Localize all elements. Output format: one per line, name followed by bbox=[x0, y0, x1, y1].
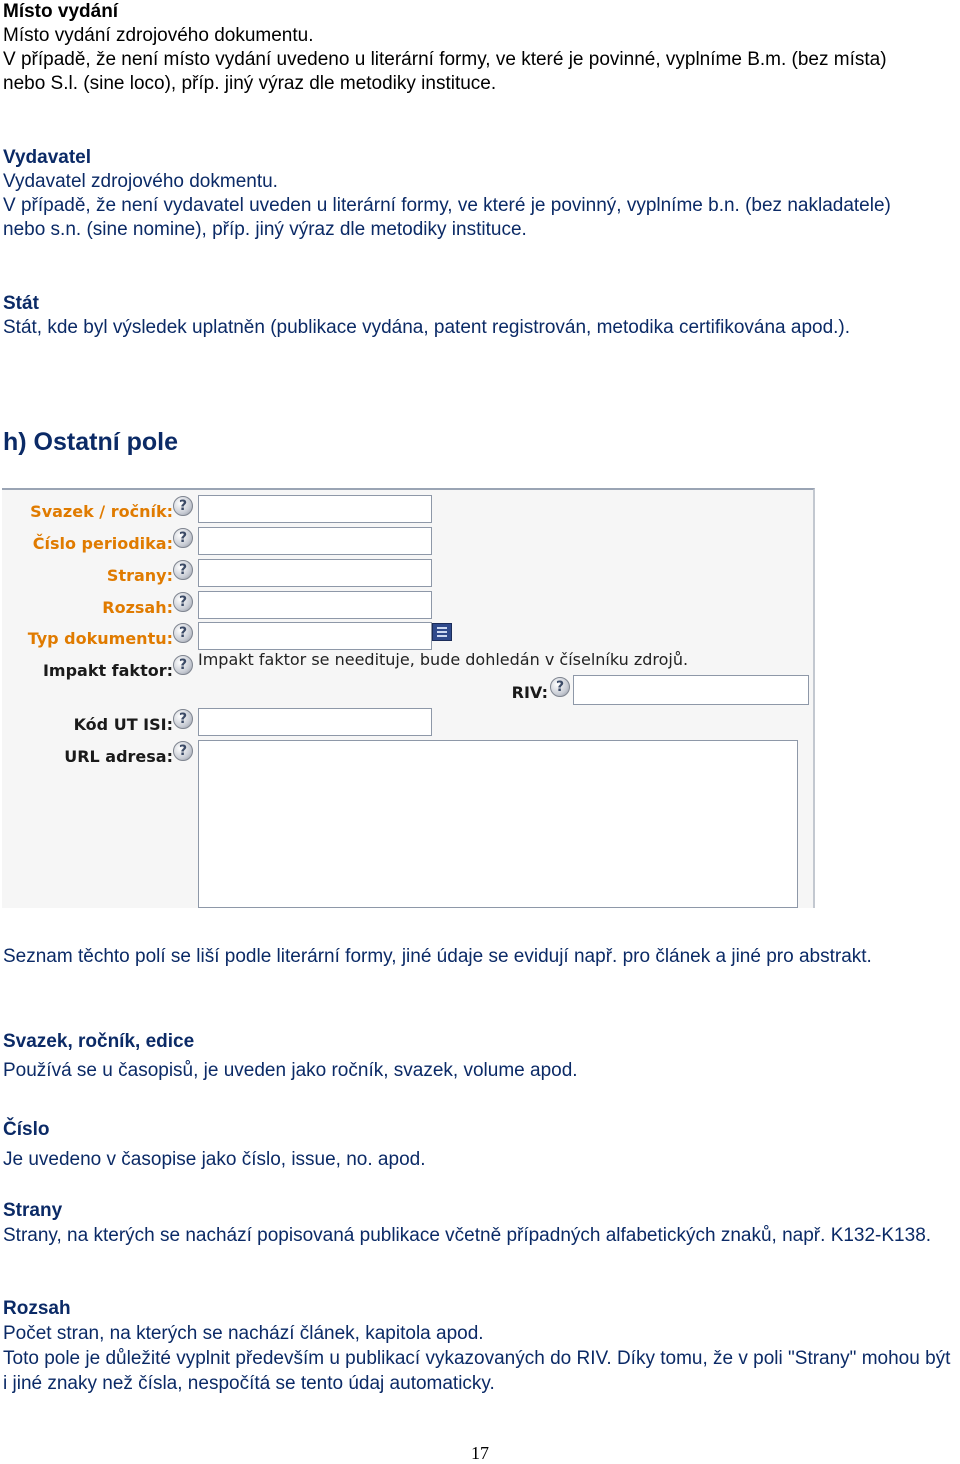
strany-input[interactable] bbox=[198, 559, 432, 587]
label-typ: Typ dokumentu: bbox=[27, 629, 173, 648]
help-icon[interactable]: ? bbox=[173, 741, 193, 761]
section-title: Rozsah bbox=[3, 1298, 71, 1319]
section-stat bbox=[3, 292, 956, 340]
paragraph: Stát, kde byl výsledek uplatněn (publikace vydána, patent registrován, metodika certifikována apod.). bbox=[3, 317, 851, 338]
riv-input[interactable] bbox=[573, 675, 809, 705]
label-rozsah: Rozsah: bbox=[102, 598, 173, 617]
typ-dokumentu-input[interactable] bbox=[198, 622, 432, 650]
paragraph: Počet stran, na kterých se nachází článek, kapitola apod. bbox=[3, 1323, 484, 1344]
help-icon[interactable]: ? bbox=[173, 496, 193, 516]
kod-ut-isi-input[interactable] bbox=[198, 708, 432, 736]
section-title: Vydavatel bbox=[3, 147, 92, 168]
help-icon[interactable]: ? bbox=[173, 655, 193, 675]
paragraph: Vydavatel zdrojového dokmentu. bbox=[3, 171, 278, 192]
paragraph: nebo S.l. (sine loco), příp. jiný výraz dle metodiky instituce. bbox=[3, 73, 497, 94]
paragraph: nebo s.n. (sine nomine), příp. jiný výraz dle metodiky instituce. bbox=[3, 219, 527, 240]
paragraph-seznam bbox=[3, 942, 956, 971]
section-title: Svazek, ročník, edice bbox=[3, 1031, 195, 1052]
section-misto-vydani bbox=[3, 0, 956, 96]
paragraph: Je uvedeno v časopise jako číslo, issue, no. apod. bbox=[3, 1149, 426, 1170]
label-url: URL adresa: bbox=[64, 747, 173, 766]
paragraph: Místo vydání zdrojového dokumentu. bbox=[3, 25, 314, 46]
svazek-input[interactable] bbox=[198, 495, 432, 523]
help-icon[interactable]: ? bbox=[173, 623, 193, 643]
cislo-input[interactable] bbox=[198, 527, 432, 555]
paragraph: Seznam těchto polí se liší podle literární formy, jiné údaje se evidují např. pro článek a jiné pro abstrakt. bbox=[3, 946, 872, 967]
help-icon[interactable]: ? bbox=[173, 709, 193, 729]
paragraph: Používá se u časopisů, je uveden jako ročník, svazek, volume apod. bbox=[3, 1060, 578, 1081]
section-rozsah bbox=[3, 1296, 956, 1396]
page-number: 17 bbox=[471, 1443, 489, 1463]
label-impakt: Impakt faktor: bbox=[42, 661, 173, 680]
section-title: Strany bbox=[3, 1200, 63, 1221]
rozsah-input[interactable] bbox=[198, 591, 432, 619]
label-kod-ut-isi: Kód UT ISI: bbox=[73, 715, 173, 734]
paragraph: Strany, na kterých se nachází popisovaná publikace včetně případných alfabetických znaků, např. K132-K138. bbox=[3, 1225, 932, 1246]
impakt-note: Impakt faktor se needituje, bude dohledán v číselníku zdrojů. bbox=[198, 650, 689, 669]
paragraph: V případě, že není místo vydání uvedeno u literární formy, ve které je povinné, vyplníme B.m. (bez místa) bbox=[3, 49, 887, 70]
label-cislo: Číslo periodika: bbox=[32, 534, 173, 553]
label-riv: RIV: bbox=[511, 683, 548, 702]
section-title: Stát bbox=[3, 293, 39, 314]
url-textarea[interactable] bbox=[198, 740, 798, 908]
section-strany bbox=[3, 1198, 956, 1248]
label-strany: Strany: bbox=[106, 566, 173, 585]
paragraph: Toto pole je důležité vyplnit především u publikací vykazovaných do RIV. Díky tomu, že v poli "Strany" mohou být i jiné znaky než čísla, nespočítá se tento údaj automaticky. bbox=[3, 1348, 951, 1394]
paragraph: V případě, že není vydavatel uveden u literární formy, ve které je povinný, vyplníme b.n. (bez nakladatele) bbox=[3, 195, 891, 216]
heading-ostatni-pole: h) Ostatní pole bbox=[3, 428, 178, 456]
section-title: Číslo bbox=[3, 1119, 50, 1140]
label-svazek: Svazek / ročník: bbox=[30, 502, 173, 521]
help-icon[interactable]: ? bbox=[550, 677, 570, 697]
help-icon[interactable]: ? bbox=[173, 592, 193, 612]
list-picker-icon[interactable] bbox=[432, 623, 452, 641]
section-title: Místo vydání bbox=[3, 1, 119, 22]
section-cislo bbox=[3, 1117, 956, 1177]
section-vydavatel bbox=[3, 146, 956, 242]
section-svazek bbox=[3, 1029, 956, 1087]
form-screenshot bbox=[2, 488, 815, 908]
help-icon[interactable]: ? bbox=[173, 560, 193, 580]
help-icon[interactable]: ? bbox=[173, 528, 193, 548]
